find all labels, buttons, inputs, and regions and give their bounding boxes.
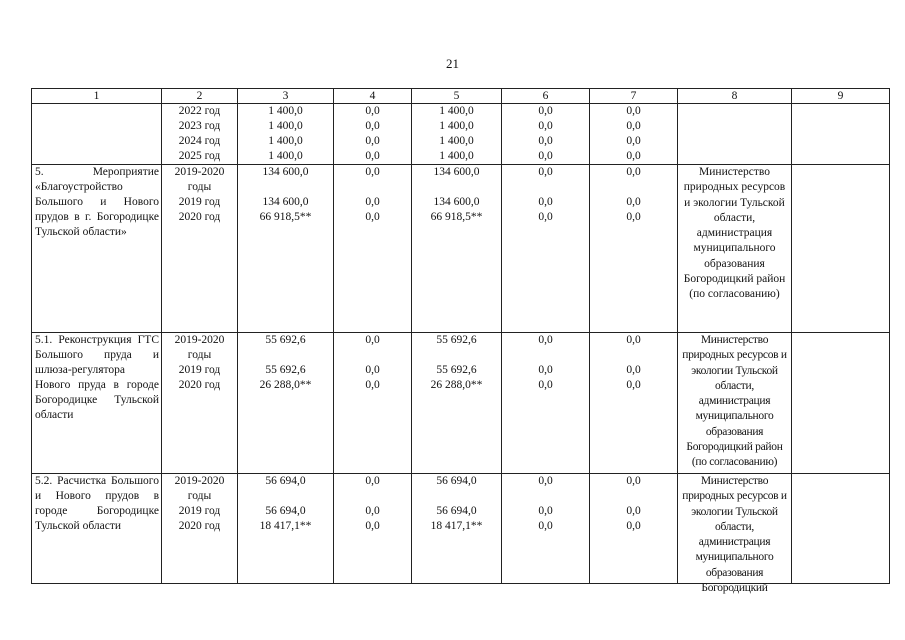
executor-cell (678, 104, 792, 165)
col-header: 8 (678, 89, 792, 104)
col5-cell: 55 692,6 55 692,6 26 288,0** (412, 333, 502, 474)
col9-cell (792, 474, 890, 584)
activity-description: 5. Мероприятие «Благоустройство Большого и Нового прудов в г. Богородицке Тульской области» (32, 165, 162, 333)
col-header: 1 (32, 89, 162, 104)
col7-cell: 0,0 0,0 0,0 0,0 (590, 104, 678, 165)
col4-cell: 0,0 0,0 0,0 0,0 (334, 104, 412, 165)
col9-cell (792, 333, 890, 474)
table-row (32, 333, 890, 474)
col-header: 2 (162, 89, 238, 104)
years-cell: 2019-2020 годы 2019 год 2020 год (162, 165, 238, 333)
col6-cell: 0,0 0,0 0,0 (502, 333, 590, 474)
col6-cell: 0,0 0,0 0,0 0,0 (502, 104, 590, 165)
col3-cell: 56 694,0 56 694,0 18 417,1** (238, 474, 334, 584)
table-row (32, 474, 890, 584)
col7-cell: 0,0 0,0 0,0 (590, 333, 678, 474)
col9-cell (792, 165, 890, 333)
col7-cell: 0,0 0,0 0,0 (590, 474, 678, 584)
executor-cell: Министерство природных ресурсов и экологии Тульской области, администрация муниципального образования Богородицкий (678, 474, 792, 584)
col6-cell: 0,0 0,0 0,0 (502, 474, 590, 584)
col3-cell: 55 692,6 55 692,6 26 288,0** (238, 333, 334, 474)
header-row (32, 89, 890, 104)
col9-cell (792, 104, 890, 165)
col4-cell: 0,0 0,0 0,0 (334, 474, 412, 584)
executor-cell: Министерство природных ресурсов и экологии Тульской области, администрация муниципального образования Богородицкий район (по согласованию) (678, 165, 792, 333)
years-cell: 2019-2020 годы 2019 год 2020 год (162, 474, 238, 584)
col-header: 4 (334, 89, 412, 104)
col-header: 9 (792, 89, 890, 104)
col-header: 5 (412, 89, 502, 104)
table-row (32, 165, 890, 333)
years-cell: 2022 год 2023 год 2024 год 2025 год (162, 104, 238, 165)
col-header: 3 (238, 89, 334, 104)
col-header: 6 (502, 89, 590, 104)
col3-cell: 1 400,0 1 400,0 1 400,0 1 400,0 (238, 104, 334, 165)
col4-cell: 0,0 0,0 0,0 (334, 165, 412, 333)
col7-cell: 0,0 0,0 0,0 (590, 165, 678, 333)
activity-description: 5.1. Реконструкция ГТС Большого пруда и шлюза-регулятора Нового пруда в городе Богородицке Тульской области (32, 333, 162, 474)
executor-cell: Министерство природных ресурсов и экологии Тульской области, администрация муниципального образования Богородицкий район (по согласованию) (678, 333, 792, 474)
col5-cell: 1 400,0 1 400,0 1 400,0 1 400,0 (412, 104, 502, 165)
table-row (32, 104, 890, 165)
program-table (31, 88, 890, 595)
col5-cell: 56 694,0 56 694,0 18 417,1** (412, 474, 502, 584)
col6-cell: 0,0 0,0 0,0 (502, 165, 590, 333)
activity-description: 5.2. Расчистка Большого и Нового прудов в городе Богородицке Тульской области (32, 474, 162, 584)
activity-description (32, 104, 162, 165)
col4-cell: 0,0 0,0 0,0 (334, 333, 412, 474)
col5-cell: 134 600,0 134 600,0 66 918,5** (412, 165, 502, 333)
years-cell: 2019-2020 годы 2019 год 2020 год (162, 333, 238, 474)
col-header: 7 (590, 89, 678, 104)
col3-cell: 134 600,0 134 600,0 66 918,5** (238, 165, 334, 333)
page-number: 21 (446, 56, 459, 71)
